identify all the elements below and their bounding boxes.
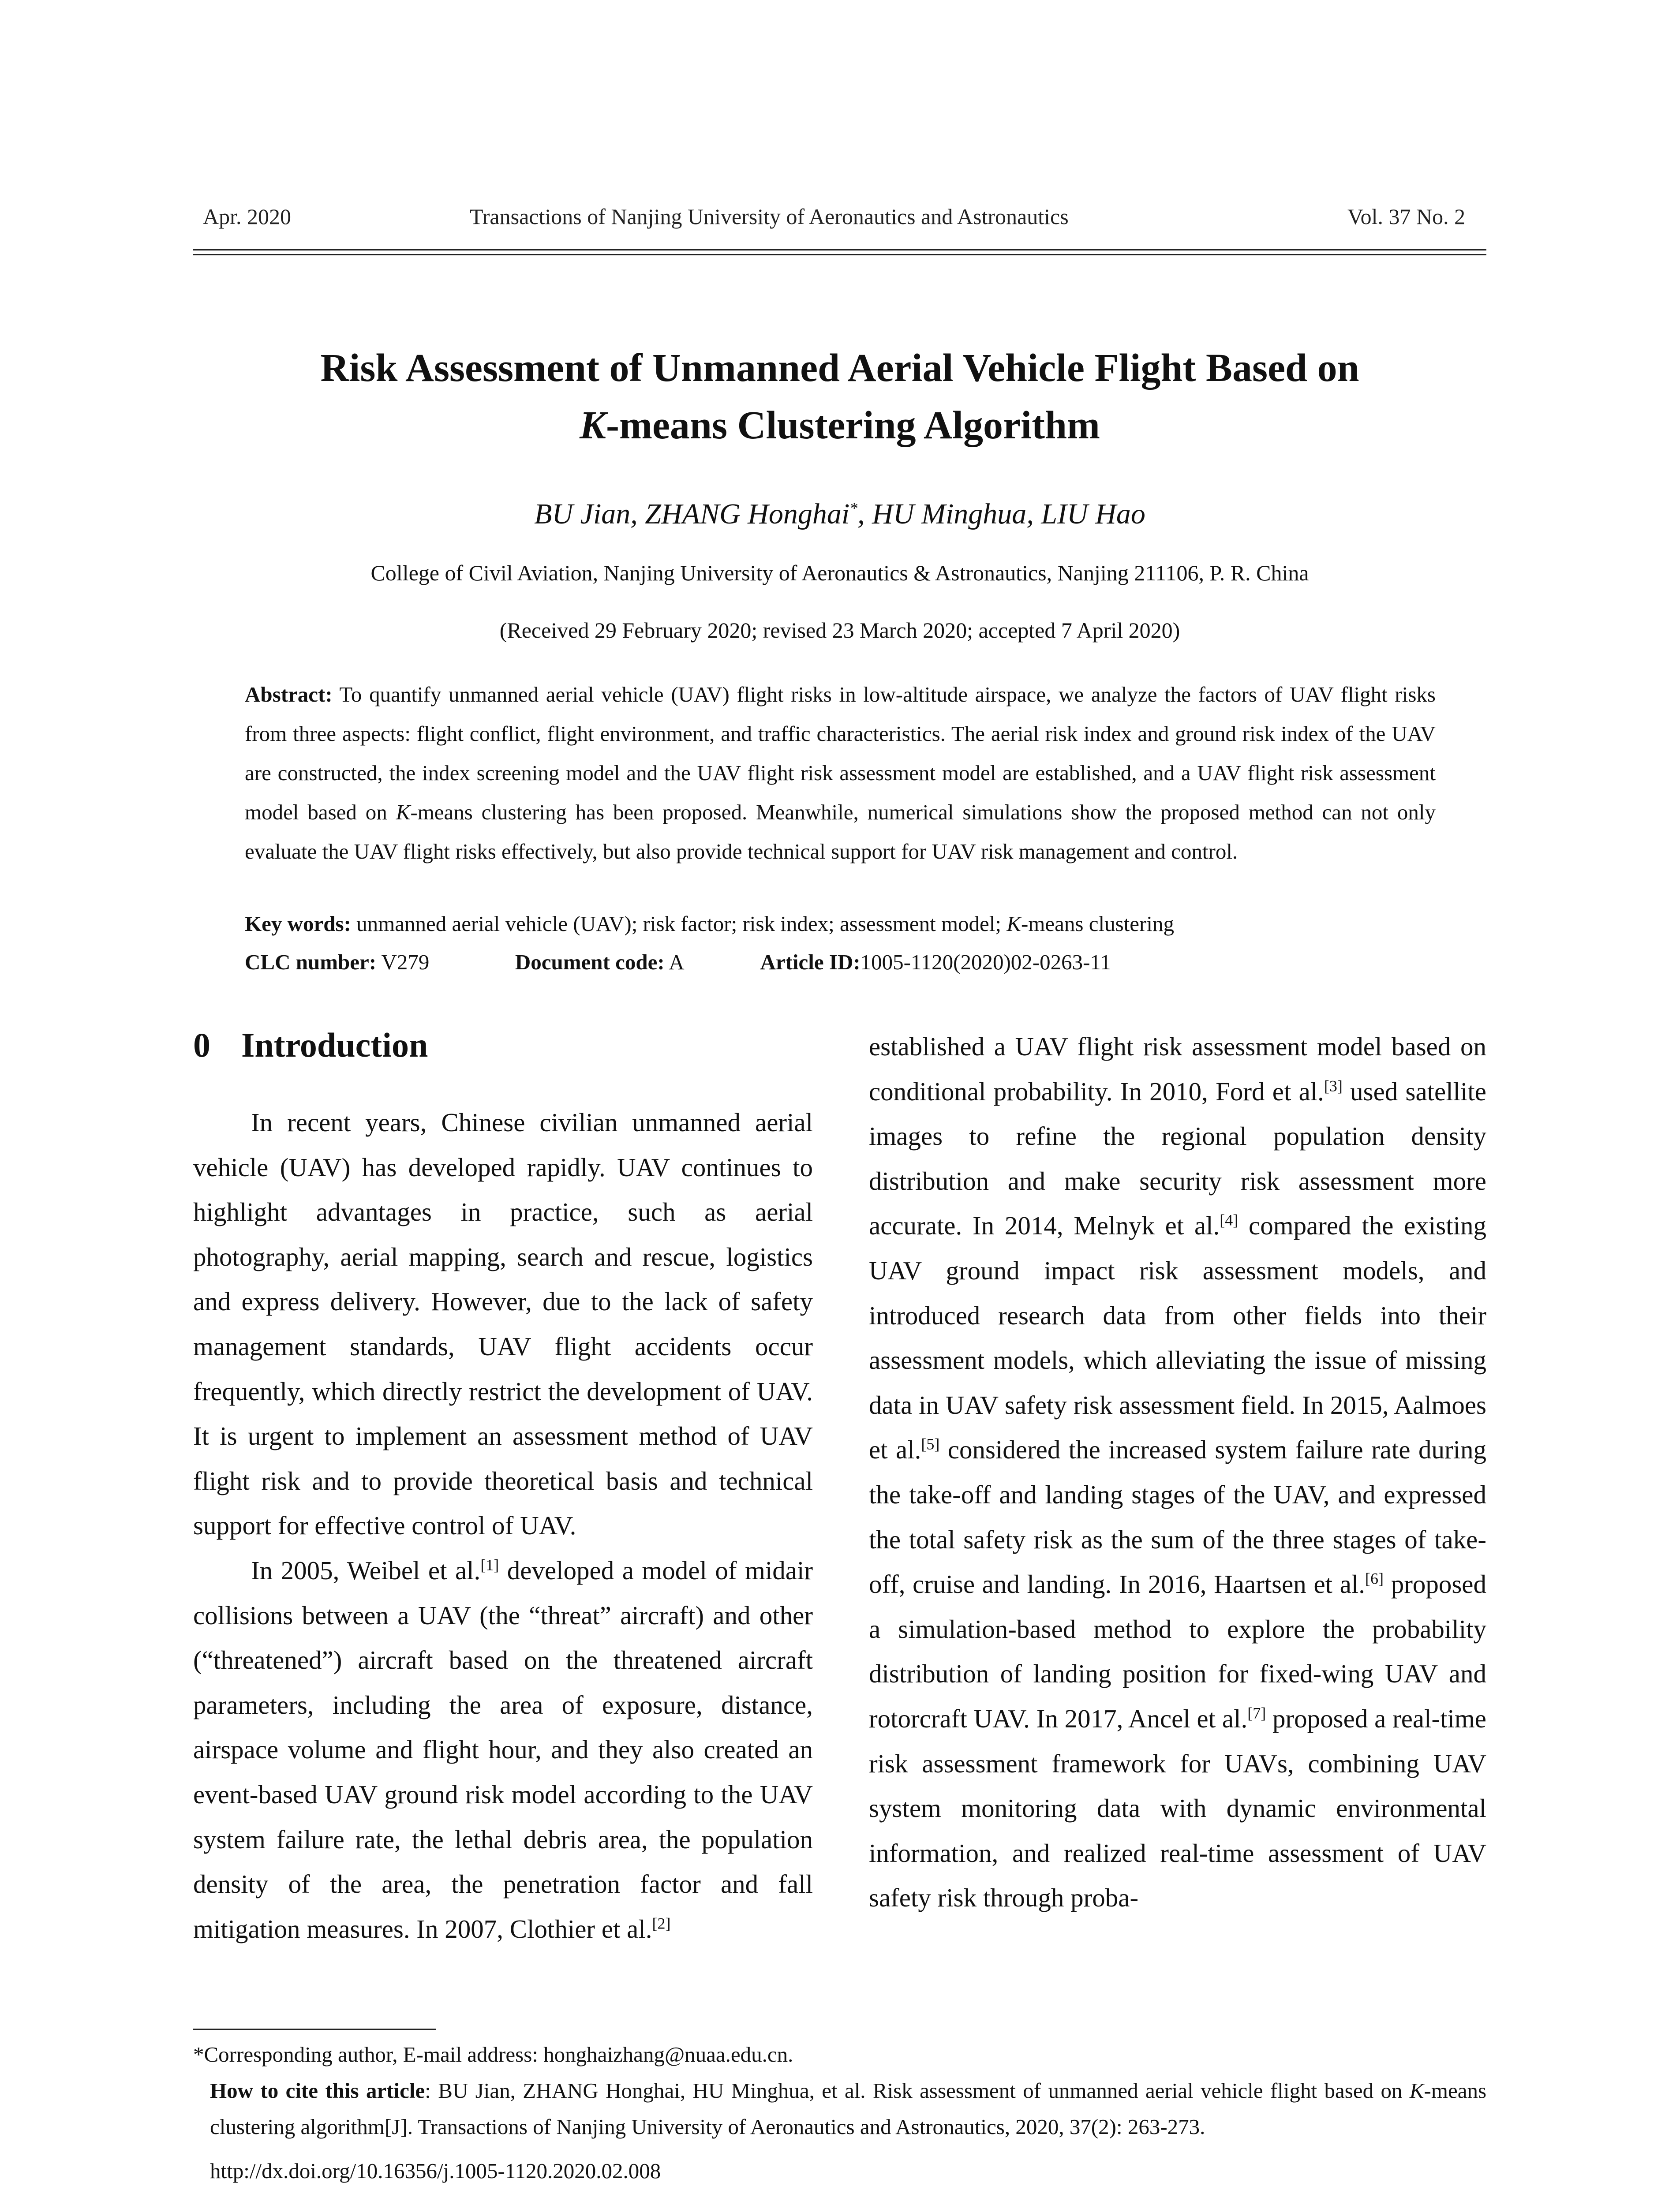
section-number: 0 — [193, 1026, 210, 1064]
how-to-cite-label: How to cite this article — [210, 2078, 425, 2103]
abstract-label: Abstract: — [245, 682, 333, 706]
keywords-text-2: -means clustering — [1021, 912, 1174, 936]
paragraph-3-text-1: established a UAV flight risk assessment model based on conditional probability. In 2010, Ford et al. — [869, 1032, 1486, 1106]
received-dates: (Received 29 February 2020; revised 23 March 2020; accepted 7 April 2020) — [499, 618, 1180, 643]
paragraph-3-text-6: proposed a real-time risk assessment framework for UAVs, combining UAV system monitoring data with dynamic environmental information, and realized real-time assessment of UAV safety risk through proba- — [869, 1704, 1486, 1913]
keywords-label: Key words: — [245, 912, 351, 936]
abstract — [245, 675, 1436, 871]
how-to-cite-k: K — [1409, 2078, 1424, 2103]
section-title: Introduction — [241, 1026, 428, 1064]
clc-value: V279 — [376, 950, 430, 974]
author-list — [193, 497, 1486, 531]
paper-title — [193, 340, 1486, 454]
title-k: K — [580, 404, 606, 447]
document-code-label: Document code: — [515, 950, 665, 974]
left-column — [193, 1100, 813, 1951]
paragraph-3 — [869, 1024, 1486, 1921]
paragraph-3-text-3: compared the existing UAV ground impact risk assessment models, and introduced research data from other fields into their assessment models, which alleviating the issue of missing data in UAV safety risk assessment field. In 2015, Aalmoes et al. — [869, 1211, 1486, 1465]
corresponding-author-note: *Corresponding author, E-mail address: honghaizhang@nuaa.edu.cn. — [193, 2042, 793, 2067]
header-date: Apr. 2020 — [203, 204, 291, 229]
author-2: ZHANG Honghai — [645, 498, 850, 530]
paragraph-1: In recent years, Chinese civilian unmanned aerial vehicle (UAV) has developed rapidly. UAV continues to highlight advantages in practice, such as aerial photography, aerial mapping, search and rescue, logistics and express delivery. However, due to the lack of safety management standards, UAV flight accidents occur frequently, which directly restrict the development of UAV. It is urgent to implement an assessment method of UAV flight risk and to provide theoretical basis and technical support for effective control of UAV. — [193, 1108, 813, 1540]
keywords-text: unmanned aerial vehicle (UAV); risk factor; risk index; assessment model; — [351, 912, 1007, 936]
article-id-value: 1005-1120(2020)02-0263-11 — [860, 950, 1111, 974]
reference-5: [5] — [921, 1435, 940, 1453]
abstract-k: K — [396, 800, 411, 824]
paragraph-3-text-4: considered the increased system failure rate during the take-off and landing stages of the UAV, and expressed the total safety risk as the sum of the three stages of take-off, cruise and landing. In 2016, Haartsen et al. — [869, 1435, 1486, 1599]
reference-4: [4] — [1220, 1211, 1238, 1229]
header-volume: Vol. 37 No. 2 — [1347, 204, 1466, 229]
title-line-2-rest: -means Clustering Algorithm — [606, 404, 1100, 447]
author-4: LIU Hao — [1041, 498, 1145, 530]
document-code-value: A — [664, 950, 683, 974]
reference-6: [6] — [1365, 1570, 1384, 1588]
header-rule-bottom — [193, 254, 1486, 255]
abstract-text-2: -means clustering has been proposed. Meanwhile, numerical simulations show the proposed method can not only evaluate the UAV flight risks effectively, but also provide technical support for UAV risk management and control. — [245, 800, 1436, 863]
right-column — [869, 1024, 1486, 1921]
footnote-rule — [193, 2029, 436, 2030]
header-journal: Transactions of Nanjing University of Aeronautics and Astronautics — [470, 204, 1069, 229]
paragraph-3-text-5: proposed a simulation-based method to explore the probability distribution of landing position for fixed-wing UAV and rotorcraft UAV. In 2017, Ancel et al. — [869, 1570, 1486, 1733]
author-3: HU Minghua — [872, 498, 1027, 530]
author-separator: , — [1026, 498, 1041, 530]
paragraph-2-text-a: In 2005, Weibel et al. — [251, 1555, 481, 1585]
author-separator: , — [857, 498, 872, 530]
title-line-1: Risk Assessment of Unmanned Aerial Vehicle Flight Based on — [320, 346, 1359, 390]
article-id-label: Article ID: — [760, 950, 861, 974]
paragraph-3-text-2: used satellite images to refine the regional population density distribution and make security risk assessment more accurate. In 2014, Melnyk et al. — [869, 1076, 1486, 1241]
reference-1: [1] — [480, 1556, 499, 1574]
classification-line — [245, 949, 1111, 975]
keywords-k: K — [1007, 912, 1021, 936]
footnotes — [193, 2037, 1486, 2189]
affiliation: College of Civil Aviation, Nanjing University of Aeronautics & Astronautics, Nanjing 211106, P. R. China — [370, 561, 1309, 585]
title-line-2 — [193, 397, 1486, 454]
keywords — [245, 911, 1436, 936]
how-to-cite — [193, 2073, 1486, 2145]
how-to-cite-text-2: -means clustering algorithm[J]. Transactions of Nanjing University of Aeronautics and Astronautics, 2020, 37(2): 263-273. — [210, 2078, 1487, 2139]
reference-2: [2] — [652, 1914, 671, 1932]
header-rule-top — [193, 249, 1486, 250]
paragraph-2-text-b: developed a model of midair collisions between a UAV (the “threat” aircraft) and other (“threatened”) aircraft based on the threatened aircraft parameters, including the area of exposure, distance, airspace volume and flight hour, and they also created an event-based UAV ground risk model according to the UAV system failure rate, the lethal debris area, the population density of the area, the penetration factor and fall mitigation measures. In 2007, Clothier et al. — [193, 1555, 813, 1943]
author-separator: , — [630, 498, 645, 530]
clc-label: CLC number: — [245, 950, 377, 974]
how-to-cite-text-1: : BU Jian, ZHANG Honghai, HU Minghua, et al. Risk assessment of unmanned aerial vehicle flight based on — [425, 2078, 1410, 2103]
doi-link[interactable]: http://dx.doi.org/10.16356/j.1005-1120.2020.02.008 — [210, 2159, 661, 2183]
abstract-text-1: To quantify unmanned aerial vehicle (UAV) flight risks in low-altitude airspace, we analyze the factors of UAV flight risks from three aspects: flight conflict, flight environment, and traffic characteristics. The aerial risk index and ground risk index of the UAV are constructed, the index screening model and the UAV flight risk assessment model are established, and a UAV flight risk assessment model based on — [245, 682, 1436, 824]
reference-3: [3] — [1324, 1076, 1343, 1095]
author-1: BU Jian — [534, 498, 631, 530]
paragraph-2 — [193, 1548, 813, 1951]
section-heading — [193, 1025, 428, 1065]
reference-7: [7] — [1247, 1704, 1266, 1722]
corresponding-mark: * — [849, 499, 858, 517]
